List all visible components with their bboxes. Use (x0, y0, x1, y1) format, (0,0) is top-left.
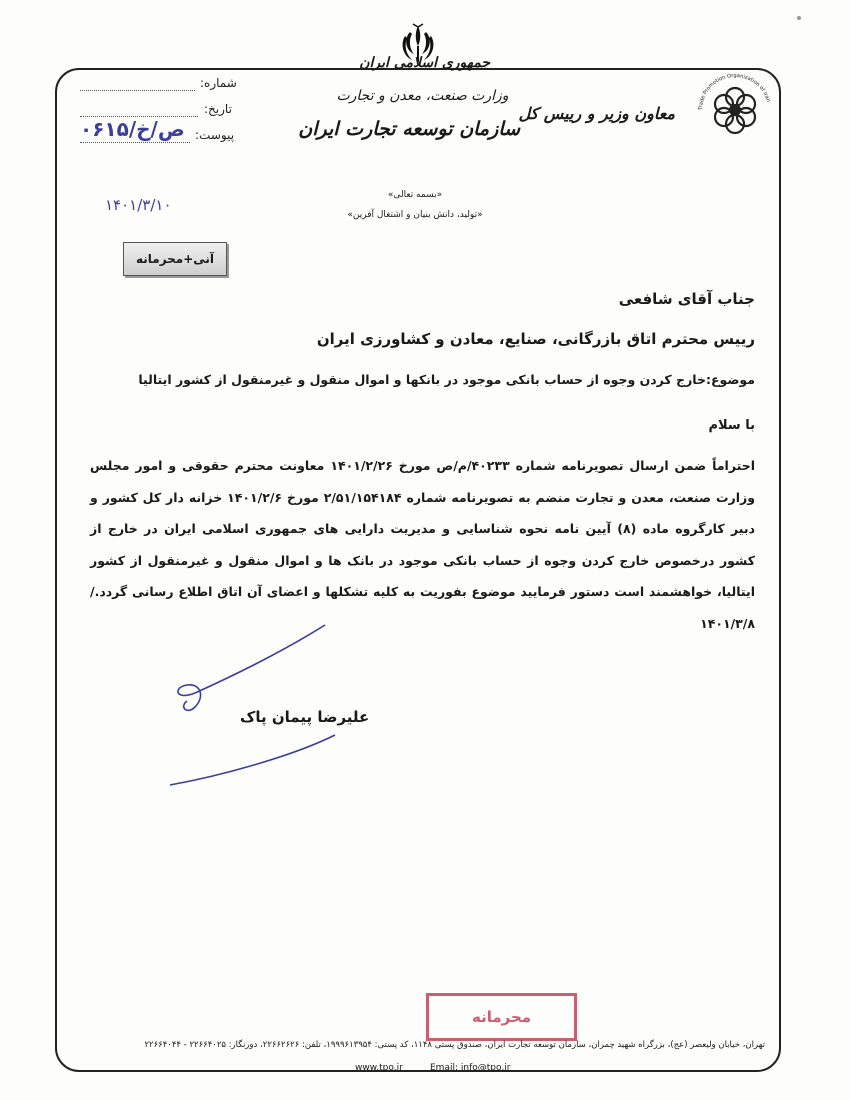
recipient-name: جناب آقای شافعی (618, 290, 755, 308)
signature-scribble-icon (165, 615, 345, 790)
deputy-title: معاون وزیر و رییس کل (518, 104, 675, 123)
republic-title: جمهوری اسلامی ایران (359, 55, 490, 71)
greeting: با سلام (708, 418, 755, 433)
handwritten-number: ۰۶۱۵/خ/ص (80, 117, 185, 141)
number-label: شماره: (200, 76, 237, 90)
tpo-logo-icon (695, 70, 775, 150)
letter-body: احتراماً ضمن ارسال تصویرنامه شماره ۴۰۲۳۳/م/ص مورخ ۱۴۰۱/۲/۲۶ معاونت محترم حقوقی و امور مجلس وزارت صنعت، معدن و تجارت منضم به تصویرنامه شماره ۲/۵۱/۱۵۴۱۸۴ مورخ ۱۴۰۱/۲/۶ خزانه دار کل کشور و دبیر کارگروه ماده (۸) آیین نامه نحوه شناسایی و مدیریت دارایی های جمهوری اسلامی ایران در خارج از کشور درخصوص خارج کردن وجوه از حساب بانکی موجود در بانک ها و اموال منقول و غیرمنقول از کشور ایتالیا، خواهشمند است دستور فرمایید موضوع بفوریت به کلیه تشکلها و اعضای آن اتاق اطلاع رسانی گردد./۱۴۰۱/۳/۸ (90, 458, 756, 631)
date-line (80, 106, 198, 117)
signatory-name: علیرضا پیمان پاک (240, 708, 370, 726)
confidential-stamp: محرمانه (426, 993, 577, 1041)
year-motto: «تولید، دانش بنیان و اشتغال آفرین» (347, 210, 483, 220)
handwritten-date: ۱۴۰۱/۳/۱۰ (105, 196, 172, 214)
logo-ring-text: Trade Promotion Organization of Iran (697, 72, 771, 111)
number-line (80, 80, 195, 91)
ministry-title: وزارت صنعت، معدن و تجارت (336, 88, 509, 104)
recipient-title: رییس محترم اتاق بازرگانی، صنایع، معادن و کشاورزی ایران (316, 330, 755, 348)
scan-speck (797, 16, 801, 20)
classification-badge: آنی+محرمانه (123, 242, 227, 276)
organization-title: سازمان توسعه تجارت ایران (298, 118, 520, 140)
attachment-label: پیوست: (195, 128, 235, 142)
bismillah: «بسمه تعالی» (387, 190, 443, 200)
footer-address: تهران، خیابان ولیعصر (عج)، بزرگراه شهید چمران، سازمان توسعه تجارت ایران، صندوق پستی ۱۱۴۸، کد پستی: ۱۹۹۹۶۱۳۹۵۴، تلفن: ۲۲۶۶۲۶۲۶، دورنگار: ۲۲۶۶۴۰۲۵ - ۲۲۶۶۴۰۴۴ (144, 1040, 765, 1050)
footer-website[interactable]: www.tpo.ir (355, 1063, 403, 1073)
letter-subject: موضوع:خارج کردن وجوه از حساب بانکی موجود در بانکها و اموال منقول و غیرمنقول از کشور ایتالیا (138, 372, 755, 387)
date-label: تاریخ: (204, 102, 232, 116)
footer-email[interactable]: Email: info@tpo.ir (430, 1063, 511, 1073)
